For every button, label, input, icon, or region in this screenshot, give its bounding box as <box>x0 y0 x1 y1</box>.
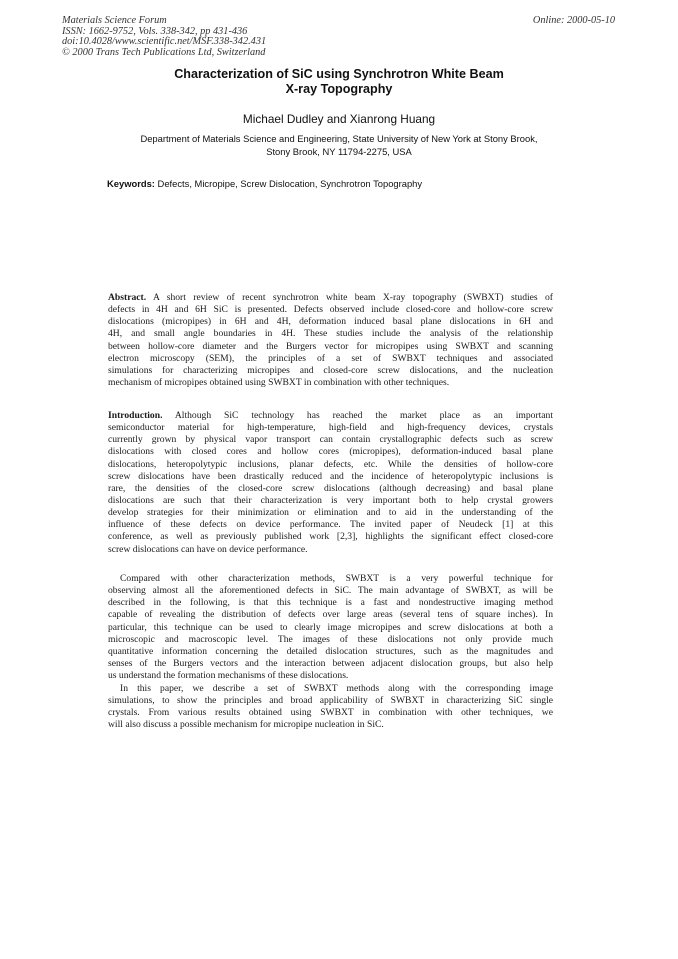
publication-info <box>62 16 266 58</box>
keywords-label: Keywords: <box>107 178 155 189</box>
text-line: senses of the Burgers vectors and the interaction between adjacent dislocation groups, but also help <box>108 657 553 669</box>
text-line: simulations, to show the principles and broad applicability of SWBXT in characterizing SiC single <box>108 695 553 707</box>
affiliation-line: Stony Brook, NY 11794-2275, USA <box>266 145 412 157</box>
text-line: us understand the formation mechanisms of these dislocations. <box>108 670 349 682</box>
text-line: capable of revealing the distribution of defects over large areas (several tens of square inches). In <box>108 609 553 621</box>
authors: Michael Dudley and Xianrong Huang <box>242 112 436 126</box>
text-line: simulations for characterizing micropipes and closed-core screw dislocations, and the nucleation <box>108 364 553 376</box>
text-line: rare, the densities of the closed-core screw dislocations (although decreasing) and basal plane <box>108 482 553 494</box>
text-line: will also discuss a possible mechanism for micropipe nucleation in SiC. <box>108 719 384 731</box>
keywords <box>107 178 422 189</box>
text-line: dislocations with closed cores and hollow cores (micropipes), deformation-induced basal plane <box>108 446 553 458</box>
title-line: Characterization of SiC using Synchrotron White Beam <box>174 67 504 81</box>
text-line: dislocations are such that their characterization is very important both to help crystal growers <box>108 494 553 506</box>
issn-line: ISSN: 1662-9752, Vols. 338-342, pp 431-436 <box>62 25 248 37</box>
text-line: develop strategies for their minimization or elimination and to aid in the understanding of the <box>108 507 553 519</box>
text-line: Introduction. Although SiC technology has reached the market place as an important <box>108 410 553 421</box>
text-line: mechanism of micropipes obtained using SWBXT in combination with other techniques. <box>108 376 450 388</box>
keywords-text: Defects, Micropipe, Screw Dislocation, Synchrotron Topography <box>157 178 423 189</box>
text-line: 4H, and small angle boundaries in 4H. These studies include the analysis of the relationship <box>108 328 553 340</box>
affiliation-line: Department of Materials Science and Engineering, State University of New York at Stony Brook, <box>140 133 538 144</box>
affiliation <box>40 133 638 158</box>
abstract-paragraph <box>108 292 553 389</box>
text-line: Compared with other characterization methods, SWBXT is a very powerful technique for <box>120 573 553 584</box>
text-line: defects in 4H and 6H SiC is presented. Defects observed include closed-core and hollow-core screw <box>108 304 553 316</box>
introduction-paragraph <box>108 410 553 556</box>
text-line: quantitative information concerning the detailed dislocation structures, such as the magnitudes and <box>108 645 553 657</box>
text-line: Abstract. A short review of recent synchrotron white beam X-ray topography (SWBXT) studies of <box>108 292 553 303</box>
text-line: screw dislocations have been drastically reduced and the incidence of heteropolytypic inclusions is <box>108 470 553 482</box>
doi-line: doi:10.4028/www.scientific.net/MSF.338-342.431 <box>62 36 267 47</box>
text-line: dislocations (micropipes) in 6H and 4H, deformation induced basal plane dislocations in 6H and <box>108 316 553 328</box>
online-date: Online: 2000-05-10 <box>532 15 615 26</box>
text-line: semiconductor material for high-temperature, high-field and high-frequency devices, crystals <box>108 422 553 434</box>
journal-name: Materials Science Forum <box>62 15 167 26</box>
text-line: crystals. From various results obtained using SWBXT in combination with other techniques, we <box>108 707 553 719</box>
abstract-label: Abstract. <box>108 292 147 303</box>
text-line: currently grown by physical vapor transport can contain crystallographic defects such as screw <box>108 434 553 446</box>
title-line: X-ray Topography <box>285 82 393 96</box>
text-line: observing almost all the aforementioned defects in SiC. The main advantage of SWBXT, as will be <box>108 585 553 597</box>
paper-title <box>0 67 678 97</box>
text-line: dislocations, heteropolytypic inclusions, planar defects, etc. While the densities of hollow-core <box>108 458 553 470</box>
text-line: conference, as well as previously published work [2,3], highlights the significant effect closed-core <box>108 531 553 543</box>
copyright-line: © 2000 Trans Tech Publications Ltd, Switzerland <box>62 46 266 58</box>
text-line: between hollow-core diameter and the Burgers vector for micropipes using SWBXT and scanning <box>108 340 553 352</box>
text-line: particular, this technique can be used to clearly image micropipes and screw dislocations at both a <box>108 621 553 633</box>
text-line: In this paper, we describe a set of SWBXT methods along with the corresponding image <box>120 683 553 694</box>
text-line: electron microscopy (SEM), the principles of a set of SWBXT techniques and associated <box>108 352 553 364</box>
text-line: screw dislocations can have on device performance. <box>108 543 308 555</box>
body-paragraph <box>108 683 553 732</box>
text-line: influence of these defects on device performance. The invited paper of Neudeck [1] at this <box>108 519 553 531</box>
body-paragraph <box>108 573 553 682</box>
text-line: microscopic and macroscopic level. The images of these dislocations not only provide much <box>108 633 553 645</box>
introduction-label: Introduction. <box>108 410 163 421</box>
text-line: described in the following, is that this technique is a fast and nondestructive imaging method <box>108 597 553 609</box>
